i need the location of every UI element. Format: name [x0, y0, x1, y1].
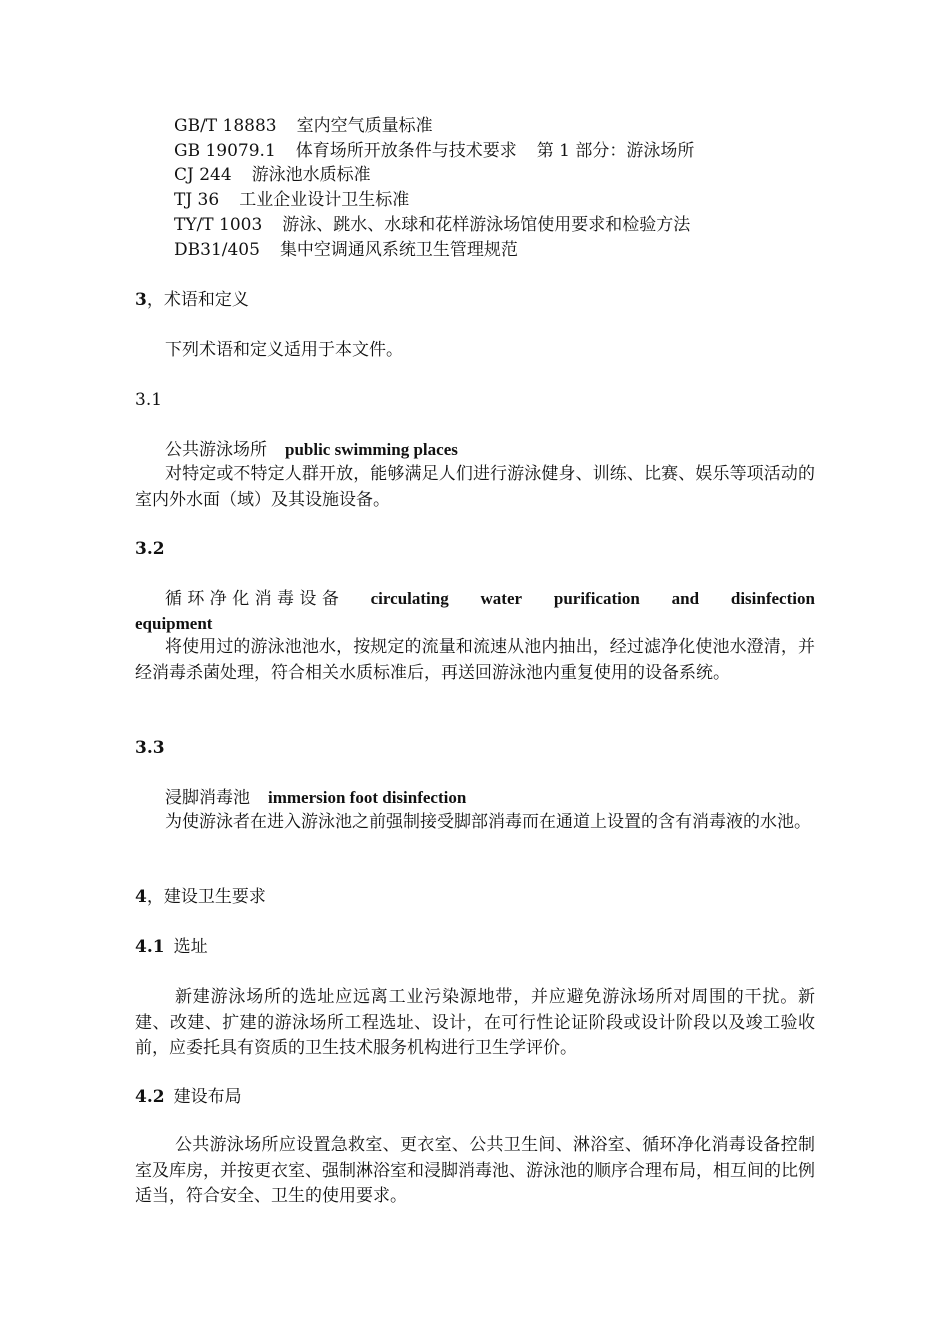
reference-code: TJ 36 — [174, 190, 220, 210]
reference-title: 工业企业设计卫生标准 — [239, 190, 410, 210]
reference-item — [174, 188, 409, 212]
section-intro: 下列术语和定义适用于本文件。 — [165, 340, 403, 360]
subsection-text: 新建游泳场所的选址应远离工业污染源地带，并应避免游泳场所对周围的干扰。新建、改建、扩建的游泳场所工程选址、设计，在可行性论证阶段或设计阶段以及竣工验收前，应委托具有资质的卫生技术服务机构进行卫生学评价。 — [135, 987, 815, 1058]
term-cn: 循 环 净 化 消 毒 设 备 — [165, 589, 339, 609]
reference-part: 第 1 部分：游泳场所 — [536, 141, 695, 161]
reference-item — [174, 213, 690, 237]
term-number: 3.3 — [135, 738, 165, 758]
section-heading — [135, 885, 266, 909]
term-en-word: disinfection — [730, 589, 815, 608]
term-number: 3.2 — [135, 539, 165, 559]
term-cn: 浸脚消毒池 — [165, 788, 250, 808]
section-number: 4 — [135, 887, 147, 907]
section-number: 3 — [135, 290, 147, 310]
reference-code: TY/T 1003 — [174, 215, 263, 235]
section-title: ，建设卫生要求 — [146, 887, 266, 907]
reference-code: DB31/405 — [174, 240, 260, 260]
reference-code: CJ 244 — [174, 165, 232, 185]
term-en-continuation: equipment — [135, 614, 213, 633]
subsection-number: 4.2 — [135, 1087, 165, 1107]
term-heading — [165, 786, 466, 810]
reference-title: 游泳池水质标准 — [251, 165, 371, 185]
term-en: immersion foot disinfection — [268, 788, 467, 807]
term-definition: 将使用过的游泳池池水，按规定的流量和流速从池内抽出，经过滤净化使池水澄清，并经消毒杀菌处理，符合相关水质标准后，再送回游泳池内重复使用的设备系统。 — [135, 637, 815, 683]
term-en-word: circulating — [370, 589, 449, 608]
section-heading — [135, 288, 249, 312]
term-definition: 对特定或不特定人群开放，能够满足人们进行游泳健身、训练、比赛、娱乐等项活动的室内外水面（域）及其设施设备。 — [135, 464, 815, 510]
term-en-word: and — [671, 589, 700, 608]
subsection-heading — [135, 1085, 242, 1109]
term-heading — [165, 587, 815, 611]
reference-code: GB/T 18883 — [174, 116, 277, 136]
reference-title: 体育场所开放条件与技术要求 — [295, 141, 517, 161]
term-cn: 公共游泳场所 — [165, 440, 267, 460]
subsection-title: 选址 — [173, 937, 208, 957]
reference-item — [174, 139, 694, 163]
term-definition: 为使游泳者在进入游泳池之前强制接受脚部消毒而在通道上设置的含有消毒液的水池。 — [165, 812, 811, 832]
subsection-number: 4.1 — [135, 937, 165, 957]
reference-item — [174, 163, 371, 187]
reference-title: 游泳、跳水、水球和花样游泳场馆使用要求和检验方法 — [282, 215, 691, 235]
term-en-word: water — [480, 589, 523, 608]
subsection-heading — [135, 935, 208, 959]
section-title: ，术语和定义 — [146, 290, 249, 310]
subsection-text: 公共游泳场所应设置急救室、更衣室、公共卫生间、淋浴室、循环净化消毒设备控制室及库房，并按更衣室、强制淋浴室和浸脚消毒池、游泳池的顺序合理布局，相互间的比例适当，符合安全、卫生的使用要求。 — [135, 1135, 815, 1206]
term-en-word: purification — [553, 589, 640, 608]
reference-title: 集中空调通风系统卫生管理规范 — [279, 240, 518, 260]
term-en: public swimming places — [285, 440, 458, 459]
reference-item — [174, 114, 433, 138]
subsection-title: 建设布局 — [173, 1087, 242, 1107]
term-heading — [165, 438, 458, 462]
reference-code: GB 19079.1 — [174, 141, 276, 161]
reference-title: 室内空气质量标准 — [296, 116, 433, 136]
reference-item — [174, 238, 518, 262]
term-number: 3.1 — [135, 390, 163, 410]
